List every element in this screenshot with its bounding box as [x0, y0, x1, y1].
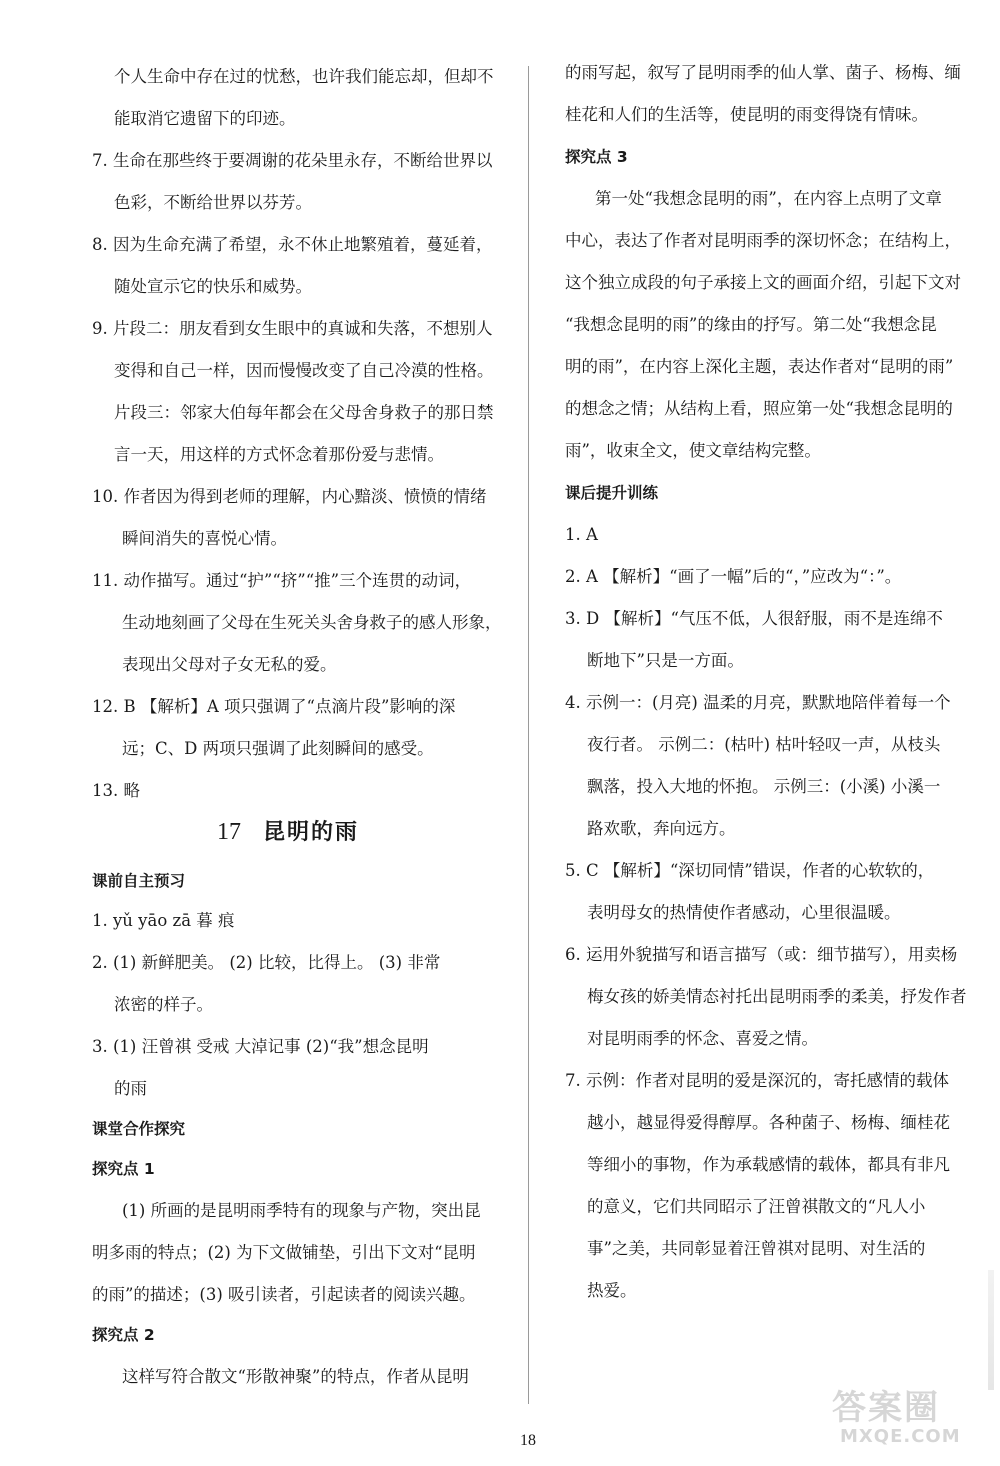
section-heading: 课后提升训练 — [565, 484, 659, 502]
text-line: 瞬间消失的喜悦心情。 — [122, 529, 287, 548]
text-line: 第一处“我想念昆明的雨”，在内容上点明了文章 — [595, 189, 942, 208]
section-heading: 课前自主预习 — [92, 872, 186, 890]
text-line: 越小，越显得爱得醇厚。各种菌子、杨梅、缅桂花 — [587, 1113, 950, 1132]
answer-item-1: 1. yǔ yāo zā 暮 痕 — [92, 911, 235, 930]
text-line: 表现出父母对子女无私的爱。 — [122, 655, 337, 674]
text-line: 随处宣示它的快乐和威势。 — [114, 277, 312, 296]
text-line: 的意义，它们共同昭示了汪曾祺散文的“凡人小 — [587, 1197, 926, 1216]
text-line: 的雨 — [114, 1079, 147, 1098]
text-line: 断地下”只是一方面。 — [587, 651, 744, 670]
text-line: 的雨”的描述；(3) 吸引读者，引起读者的阅读兴趣。 — [92, 1285, 476, 1304]
text-line: 路欢歌，奔向远方。 — [587, 819, 736, 838]
text-line: “我想念昆明的雨”的缘由的抒写。第二处“我想念昆 — [565, 315, 937, 334]
subsection-heading: 探究点 1 — [92, 1160, 155, 1178]
text-line: 个人生命中存在过的忧愁，也许我们能忘却，但却不 — [114, 67, 494, 86]
section-heading: 课堂合作探究 — [92, 1120, 186, 1138]
page-edge-shadow — [988, 1270, 994, 1390]
answer-item-7: 7. 示例：作者对昆明的爱是深沉的，寄托感情的载体 — [565, 1071, 949, 1090]
text-line: 这样写符合散文“形散神聚”的特点，作者从昆明 — [122, 1367, 469, 1386]
lesson-heading — [217, 818, 359, 847]
column-divider — [528, 66, 529, 1404]
page-number: 18 — [520, 1432, 536, 1449]
text-line: 言一天，用这样的方式怀念着那份爱与悲情。 — [114, 445, 444, 464]
answer-item-9: 9. 片段二：朋友看到女生眼中的真诚和失落，不想别人 — [92, 319, 493, 338]
text-line: 表明母女的热情使作者感动，心里很温暖。 — [587, 903, 901, 922]
text-line: 桂花和人们的生活等，使昆明的雨变得饶有情味。 — [565, 105, 928, 124]
text-line: 的雨写起，叙写了昆明雨季的仙人掌、菌子、杨梅、缅 — [565, 63, 961, 82]
text-line: 能取消它遗留下的印迹。 — [114, 109, 296, 128]
answer-item-4: 4. 示例一：(月亮) 温柔的月亮，默默地陪伴着每一个 — [565, 693, 951, 712]
answer-item-6: 6. 运用外貌描写和语言描写（或：细节描写），用卖杨 — [565, 945, 958, 964]
answer-item-3: 3. (1) 汪曾祺 受戒 大淖记事 (2)“我”想念昆明 — [92, 1037, 429, 1056]
text-line: 夜行者。 示例二：(枯叶) 枯叶轻叹一声，从枝头 — [587, 735, 941, 754]
watermark-logo — [832, 1380, 982, 1460]
answer-item-5: 5. C 【解析】“深切同情”错误，作者的心软软的， — [565, 861, 935, 880]
text-line: 的想念之情；从结构上看，照应第一处“我想念昆明的 — [565, 399, 953, 418]
text-line: 生动地刻画了父母在生死关头舍身救子的感人形象， — [122, 613, 502, 632]
text-line: 对昆明雨季的怀念、喜爱之情。 — [587, 1029, 818, 1048]
text-line: 这个独立成段的句子承接上文的画面介绍，引起下文对 — [565, 273, 961, 292]
text-line: 梅女孩的娇美情态衬托出昆明雨季的柔美，抒发作者 — [587, 987, 967, 1006]
lesson-number: 17 — [217, 819, 241, 845]
text-line: 事”之美，共同彰显着汪曾祺对昆明、对生活的 — [587, 1239, 926, 1258]
text-line: 色彩，不断给世界以芬芳。 — [114, 193, 312, 212]
lesson-title: 昆明的雨 — [263, 820, 360, 845]
answer-item-2: 2. A 【解析】“画了一幅”后的“，”应改为“：”。 — [565, 567, 902, 586]
text-line: 明多雨的特点；(2) 为下文做铺垫，引出下文对“昆明 — [92, 1243, 476, 1262]
text-line: 热爱。 — [587, 1281, 637, 1300]
text-line: 飘落，投入大地的怀抱。 示例三：(小溪) 小溪一 — [587, 777, 941, 796]
watermark-text: 答案圈 — [832, 1388, 940, 1428]
answer-item-1: 1. A — [565, 525, 598, 544]
text-line: 远；C、D 两项只强调了此刻瞬间的感受。 — [122, 739, 434, 758]
watermark-url: MXQE.COM — [840, 1426, 961, 1447]
answer-item-12: 12. B 【解析】A 项只强调了“点滴片段”影响的深 — [92, 697, 456, 716]
text-line: 变得和自己一样，因而慢慢改变了自己冷漠的性格。 — [114, 361, 494, 380]
answer-item-8: 8. 因为生命充满了希望，永不休止地繁殖着，蔓延着， — [92, 235, 493, 254]
text-line: 片段三：邻家大伯每年都会在父母舍身救子的那日禁 — [114, 403, 494, 422]
answer-item-13: 13. 略 — [92, 781, 140, 800]
answer-item-3: 3. D 【解析】“气压不低，人很舒服，雨不是连绵不 — [565, 609, 943, 628]
subsection-heading: 探究点 2 — [92, 1326, 155, 1344]
text-line: 等细小的事物，作为承载感情的载体，都具有非凡 — [587, 1155, 950, 1174]
text-line: (1) 所画的是昆明雨季特有的现象与产物，突出昆 — [122, 1201, 481, 1220]
answer-item-11: 11. 动作描写。通过“护”“挤”“推”三个连贯的动词， — [92, 571, 472, 590]
subsection-heading: 探究点 3 — [565, 148, 628, 166]
answer-item-2: 2. (1) 新鲜肥美。 (2) 比较，比得上。 (3) 非常 — [92, 953, 441, 972]
text-line: 中心，表达了作者对昆明雨季的深切怀念；在结构上， — [565, 231, 961, 250]
text-line: 雨”，收束全文，使文章结构完整。 — [565, 441, 821, 460]
text-line: 浓密的样子。 — [114, 995, 213, 1014]
text-line: 明的雨”，在内容上深化主题，表达作者对“昆明的雨” — [565, 357, 954, 376]
answer-item-10: 10. 作者因为得到老师的理解，内心黯淡、愤愤的情绪 — [92, 487, 487, 506]
answer-item-7: 7. 生命在那些终于要凋谢的花朵里永存，不断给世界以 — [92, 151, 493, 170]
